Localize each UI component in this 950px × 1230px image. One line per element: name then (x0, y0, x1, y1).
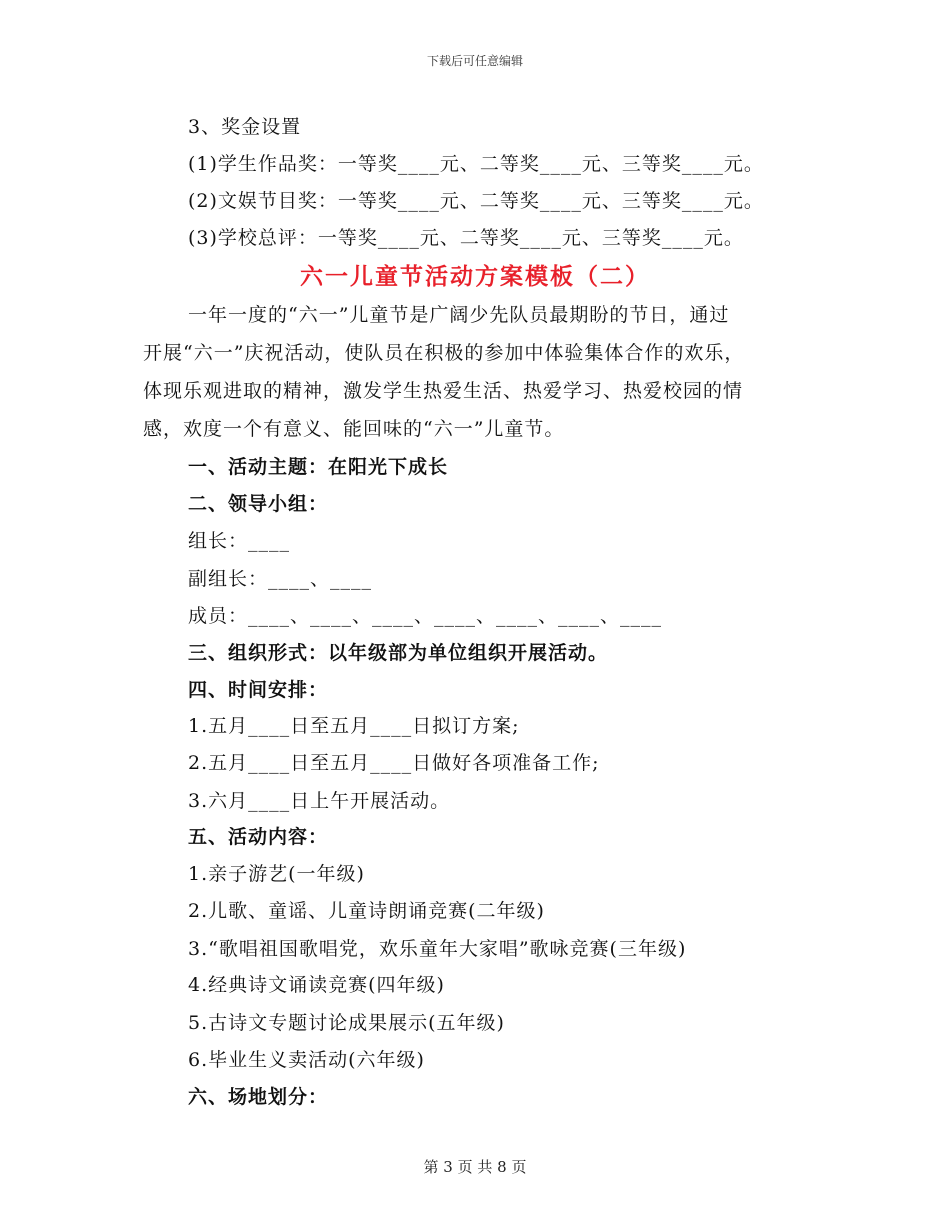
intro-line-1: 一年一度的“六一”儿童节是广阔少先队员最期盼的节日，通过 (188, 304, 730, 326)
content-item-4: 4.经典诗文诵读竞赛(四年级) (188, 974, 445, 996)
content-item-3: 3.“歌唱祖国歌唱党，欢乐童年大家唱”歌咏竞赛(三年级) (188, 938, 687, 960)
schedule-item-2: 2.五月____日至五月____日做好各项准备工作; (188, 752, 600, 774)
section-theme: 一、活动主题：在阳光下成长 (188, 456, 449, 478)
section-schedule-heading: 四、时间安排： (188, 679, 329, 701)
schedule-item-1: 1.五月____日至五月____日拟订方案; (188, 715, 520, 737)
bonus-heading: 3、奖金设置 (188, 116, 302, 138)
section-organization: 三、组织形式：以年级部为单位组织开展活动。 (188, 642, 609, 664)
intro-line-2: 开展“六一”庆祝活动，使队员在积极的参加中体验集体合作的欢乐， (143, 342, 745, 364)
content-item-5: 5.古诗文专题讨论成果展示(五年级) (188, 1012, 505, 1034)
intro-line-4: 感，欢度一个有意义、能回味的“六一”儿童节。 (143, 418, 565, 440)
page-footer: 第 3 页 共 8 页 (423, 1158, 527, 1176)
members-line: 成员：____、____、____、____、____、____、____ (188, 605, 663, 627)
intro-line-3: 体现乐观进取的精神，激发学生热爱生活、热爱学习、热爱校园的情 (143, 380, 744, 402)
deputy-leader-line: 副组长：____、____ (188, 568, 373, 590)
content-item-6: 6.毕业生义卖活动(六年级) (188, 1049, 425, 1071)
document-title: 六一儿童节活动方案模板（二） (300, 263, 650, 290)
bonus-item-3: (3)学校总评：一等奖____元、二等奖____元、三等奖____元。 (188, 227, 744, 249)
section-venue-heading: 六、场地划分： (188, 1086, 329, 1108)
bonus-item-1: (1)学生作品奖：一等奖____元、二等奖____元、三等奖____元。 (188, 153, 764, 175)
bonus-item-2: (2)文娱节目奖：一等奖____元、二等奖____元、三等奖____元。 (188, 190, 764, 212)
section-leadership-heading: 二、领导小组： (188, 493, 329, 515)
leader-line: 组长：____ (188, 530, 291, 552)
section-content-heading: 五、活动内容： (188, 826, 329, 848)
page-header: 下载后可任意编辑 (426, 54, 523, 68)
content-item-1: 1.亲子游艺(一年级) (188, 863, 365, 885)
content-item-2: 2.儿歌、童谣、儿童诗朗诵竞赛(二年级) (188, 900, 545, 922)
schedule-item-3: 3.六月____日上午开展活动。 (188, 790, 451, 812)
